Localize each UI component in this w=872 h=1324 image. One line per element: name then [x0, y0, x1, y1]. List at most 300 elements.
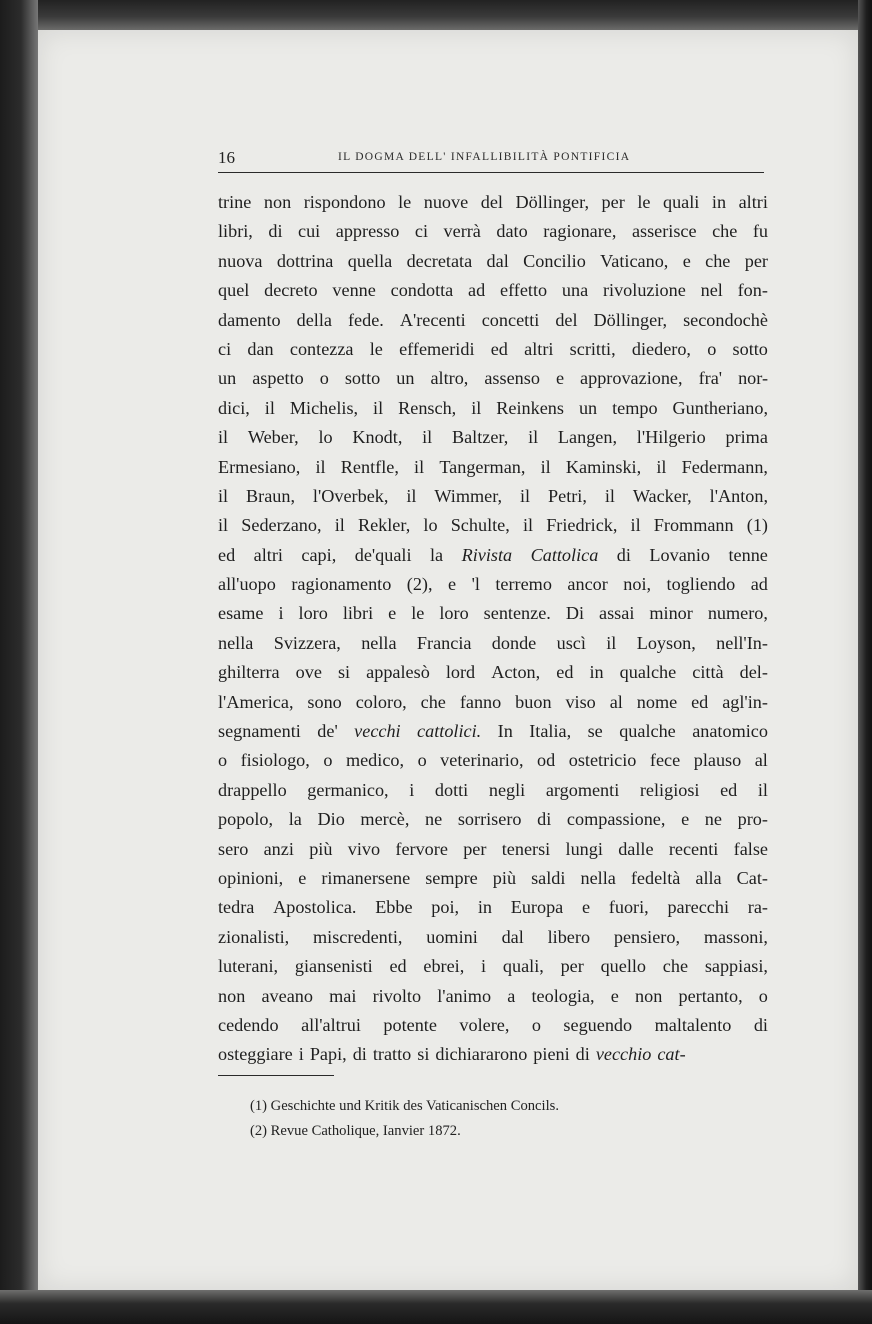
word: rivoluzione	[602, 280, 686, 301]
word: appresso	[335, 221, 400, 242]
word: libero	[547, 926, 591, 947]
word: i	[409, 779, 415, 800]
word: cedendo	[218, 1014, 279, 1035]
word: ed	[556, 662, 574, 683]
word: sotto	[344, 368, 381, 389]
text-line	[218, 864, 768, 893]
word: o	[323, 750, 333, 771]
word: il	[264, 397, 275, 418]
word: pensiero,	[613, 926, 681, 947]
word: fuori,	[608, 897, 649, 918]
word: Wacker,	[632, 485, 692, 506]
word: quali,	[502, 956, 544, 977]
word: e	[682, 250, 691, 271]
word: Europa	[510, 897, 564, 918]
word: nuova	[218, 250, 263, 271]
word: il	[315, 456, 326, 477]
text-line	[218, 276, 768, 305]
word: e	[610, 985, 619, 1006]
footnotes	[250, 1094, 559, 1144]
word: una	[561, 280, 589, 301]
word: massoni,	[703, 926, 768, 947]
word: Svizzera,	[273, 632, 341, 653]
word: nor-	[738, 368, 768, 389]
word: e	[581, 897, 591, 918]
word: lo	[318, 427, 333, 448]
word: sero	[218, 838, 249, 859]
word: di	[753, 1014, 768, 1035]
word: mercè,	[360, 809, 410, 830]
word: tenne	[728, 544, 768, 565]
word: tenersi	[501, 838, 551, 859]
word: viso	[565, 691, 596, 712]
word: Wimmer,	[434, 485, 503, 506]
word: fervore	[395, 838, 448, 859]
text-line	[218, 247, 768, 276]
word: de'quali	[354, 544, 412, 565]
word: quel	[218, 280, 250, 301]
word: fedeltà	[630, 867, 681, 888]
text-line	[218, 335, 768, 364]
word: In	[497, 721, 513, 742]
text-line	[218, 952, 768, 981]
word: secondochè	[683, 309, 768, 330]
word: nuove	[423, 192, 469, 212]
word: più	[492, 867, 517, 888]
word: miscredenti,	[313, 926, 403, 947]
word: assai	[599, 603, 635, 624]
word: pieni	[533, 1044, 570, 1065]
word: alla	[695, 867, 722, 888]
text-line	[218, 570, 768, 599]
word: il	[522, 515, 534, 536]
word: quali	[662, 192, 700, 212]
word: nome	[636, 691, 678, 712]
word: Francia	[416, 632, 472, 653]
word: il	[334, 515, 345, 536]
word: altri	[738, 192, 768, 212]
word: Braun,	[246, 485, 296, 506]
word: rivolto	[372, 985, 422, 1006]
text-line	[218, 188, 768, 217]
word: Döllinger,	[515, 192, 590, 212]
word: trine	[218, 192, 252, 212]
word: uscì	[556, 632, 586, 653]
word: nell'In-	[716, 632, 768, 653]
word: il	[604, 485, 615, 506]
footnote: (2) Revue Catholique, Ianvier 1872.	[250, 1123, 461, 1139]
word: all'altrui	[301, 1014, 361, 1035]
word: effemeridi	[399, 338, 475, 359]
text-line	[218, 717, 768, 746]
word: libri,	[218, 221, 253, 242]
word: (1)	[746, 515, 768, 536]
word: Rekler,	[357, 515, 411, 536]
word: in	[477, 897, 492, 918]
footnote-divider	[218, 1075, 334, 1076]
word: luterani,	[218, 956, 279, 977]
word: Dio	[317, 809, 345, 830]
word: Ebbe	[375, 897, 413, 918]
word: prima	[725, 427, 768, 448]
word: Friedrick,	[546, 515, 618, 536]
word: Sederzano,	[241, 515, 322, 536]
word: ci	[218, 338, 232, 359]
word: e	[555, 368, 565, 389]
word: rimanersene	[321, 867, 411, 888]
text-line	[218, 629, 768, 658]
running-title: IL DOGMA DELL' INFALLIBILITÀ PONTIFICIA	[338, 151, 631, 163]
italic-word: vecchi	[354, 721, 401, 742]
word: altri	[524, 338, 554, 359]
word: nella	[361, 632, 397, 653]
word: o	[319, 368, 329, 389]
word: ragionare,	[543, 221, 617, 242]
word: drappello	[218, 779, 287, 800]
word: esame	[218, 603, 264, 624]
word: del	[555, 309, 578, 330]
word: scritti,	[569, 338, 616, 359]
word: dan	[247, 338, 274, 359]
body-text	[218, 188, 768, 1070]
word: ad	[750, 574, 768, 595]
word: Apostolica.	[273, 897, 357, 918]
word: togliendo	[666, 574, 736, 595]
word: i	[298, 1044, 304, 1065]
word: fu	[752, 221, 768, 242]
text-line	[218, 805, 768, 834]
word: le	[411, 603, 425, 624]
word: ancor	[567, 574, 608, 595]
word: medico,	[345, 750, 405, 771]
word: altri	[253, 544, 283, 565]
word: al	[609, 691, 623, 712]
word: verrà	[443, 221, 481, 242]
word: il	[218, 427, 229, 448]
word: segnamenti	[218, 721, 301, 742]
word: dottrina	[276, 250, 334, 271]
word: ed	[720, 779, 738, 800]
text-line	[218, 893, 768, 922]
word: Loyson,	[636, 632, 696, 653]
word: più	[309, 838, 333, 859]
word: dato	[496, 221, 528, 242]
word: sorrisero	[457, 809, 522, 830]
word: fra'	[698, 368, 723, 389]
footnote: (1) Geschichte und Kritik des Vaticanischen Concils.	[250, 1098, 559, 1114]
word: che	[420, 691, 446, 712]
word: il	[519, 485, 531, 506]
word: pertanto,	[678, 985, 743, 1006]
word: che	[705, 250, 731, 271]
word: nel	[700, 280, 723, 301]
text-line	[218, 982, 768, 1011]
text-line	[218, 482, 768, 511]
word: Schulte,	[450, 515, 510, 536]
word: lungi	[565, 838, 603, 859]
word: di	[268, 221, 283, 242]
word: condotta	[390, 280, 454, 301]
scan-border-top	[0, 0, 872, 30]
text-line	[218, 688, 768, 717]
word: il	[414, 456, 425, 477]
word: il	[757, 779, 768, 800]
word: al	[754, 750, 768, 771]
text-line	[218, 541, 768, 570]
word: nella	[218, 632, 254, 653]
word: loro	[298, 603, 328, 624]
word: Weber,	[247, 427, 299, 448]
word: fede.	[348, 309, 384, 330]
word: ed	[218, 544, 236, 565]
word: quello	[600, 956, 647, 977]
italic-word: vecchio	[595, 1044, 652, 1065]
word: le	[398, 192, 412, 212]
word: ostetricio	[568, 750, 637, 771]
word: libri	[342, 603, 374, 624]
word: veterinario,	[440, 750, 524, 771]
word: sotto	[732, 338, 768, 359]
word: che	[662, 956, 689, 977]
word: qualche	[619, 662, 677, 683]
word: dotti	[434, 779, 469, 800]
word: ed	[691, 691, 709, 712]
word: Vaticano,	[600, 250, 669, 271]
word: dichiararono	[435, 1044, 528, 1065]
word: o	[417, 750, 427, 771]
word: od	[537, 750, 556, 771]
word: ne	[425, 809, 443, 830]
word: Federmann,	[681, 456, 768, 477]
word: il	[422, 427, 433, 448]
text-line	[218, 1011, 768, 1040]
word: volere,	[459, 1014, 510, 1035]
word: ove	[295, 662, 322, 683]
word: donde	[491, 632, 537, 653]
word: asserisce	[631, 221, 697, 242]
word: minor	[649, 603, 693, 624]
scan-border-left	[0, 0, 38, 1324]
word: (2),	[406, 574, 433, 595]
word: rispondono	[303, 192, 386, 212]
word: quella	[347, 250, 393, 271]
word: altro,	[430, 368, 469, 389]
word: tempo	[612, 397, 658, 418]
word: negli	[488, 779, 526, 800]
word: appalesò	[366, 662, 430, 683]
word: vivo	[347, 838, 381, 859]
word: effetto	[500, 280, 548, 301]
word: si	[417, 1044, 430, 1065]
text-line	[218, 923, 768, 952]
word: Guntheriano,	[672, 397, 768, 418]
word: il	[656, 456, 667, 477]
word: le	[369, 338, 383, 359]
word: i	[278, 603, 284, 624]
word: ed	[389, 956, 407, 977]
word: venne	[332, 280, 376, 301]
word: noi,	[623, 574, 652, 595]
word: fanno	[459, 691, 502, 712]
word: Papi,	[309, 1044, 347, 1065]
word: sono	[307, 691, 342, 712]
word: tratto	[372, 1044, 412, 1065]
word: decretata	[406, 250, 473, 271]
word: maltalento	[654, 1014, 732, 1035]
word: contezza	[289, 338, 354, 359]
word: Petri,	[548, 485, 587, 506]
word: aveano	[261, 985, 313, 1006]
word: lord	[445, 662, 476, 683]
word: capi,	[301, 544, 337, 565]
word: poi,	[431, 897, 460, 918]
word: ad	[468, 280, 486, 301]
word: recenti	[668, 838, 719, 859]
word: città	[692, 662, 724, 683]
text-line	[218, 658, 768, 687]
word: argomenti	[545, 779, 620, 800]
word: o	[758, 985, 768, 1006]
word: per	[560, 956, 584, 977]
word: damento	[218, 309, 281, 330]
text-line	[218, 1040, 768, 1069]
word: di	[616, 544, 631, 565]
word: religiosi	[639, 779, 700, 800]
word: germanico,	[307, 779, 389, 800]
word: sempre	[425, 867, 478, 888]
word: ebrei,	[423, 956, 465, 977]
word: il	[406, 485, 417, 506]
word: il	[373, 397, 384, 418]
word: Döllinger,	[593, 309, 668, 330]
word: ra-	[747, 897, 768, 918]
word: per	[744, 250, 768, 271]
word: Lovanio	[649, 544, 711, 565]
word: A'recenti	[399, 309, 466, 330]
word: dalle	[618, 838, 654, 859]
word: un	[578, 397, 598, 418]
word: loro	[439, 603, 469, 624]
text-line	[218, 511, 768, 540]
word: tedra	[218, 897, 255, 918]
word: qualche	[619, 721, 676, 742]
word: uomini	[426, 926, 478, 947]
word: dici,	[218, 397, 250, 418]
word: della	[296, 309, 332, 330]
word: fon-	[737, 280, 768, 301]
word: saldi	[531, 867, 566, 888]
word: fisiologo,	[240, 750, 310, 771]
word: Tangerman,	[439, 456, 526, 477]
word: agl'in-	[722, 691, 768, 712]
text-line	[218, 306, 768, 335]
word: di	[352, 1044, 367, 1065]
italic-word: Rivista	[461, 544, 513, 565]
word: dal	[486, 250, 509, 271]
word: coloro,	[355, 691, 407, 712]
word: ragionamento	[291, 574, 392, 595]
word: un	[396, 368, 415, 389]
text-line	[218, 423, 768, 452]
word: Italia,	[529, 721, 572, 742]
word: ed	[490, 338, 508, 359]
word: diedero,	[631, 338, 691, 359]
word: buon	[515, 691, 552, 712]
word: Baltzer,	[451, 427, 509, 448]
word: Cat-	[736, 867, 768, 888]
word: di	[575, 1044, 590, 1065]
italic-word: cattolici.	[417, 721, 482, 742]
word: i	[481, 956, 487, 977]
word: giansenisti	[294, 956, 373, 977]
word: all'uopo	[218, 574, 276, 595]
word: non	[635, 985, 663, 1006]
word: e	[448, 574, 457, 595]
page-header	[218, 146, 764, 173]
word: il	[218, 515, 229, 536]
word: concetti	[481, 309, 540, 330]
word: in	[711, 192, 727, 212]
text-line	[218, 599, 768, 628]
word: e	[681, 809, 690, 830]
word: mai	[329, 985, 357, 1006]
word: o	[707, 338, 717, 359]
word: sentenze.	[483, 603, 551, 624]
word: nella	[580, 867, 616, 888]
word: teologia,	[531, 985, 595, 1006]
text-line	[218, 453, 768, 482]
word: non	[263, 192, 292, 212]
word: false	[733, 838, 768, 859]
word: l'America,	[218, 691, 294, 712]
word: e	[388, 603, 397, 624]
word: il	[540, 456, 551, 477]
word: potente	[383, 1014, 437, 1035]
word: cui	[298, 221, 321, 242]
word: decreto	[264, 280, 318, 301]
word: Michelis,	[289, 397, 359, 418]
word: Frommann	[653, 515, 734, 536]
word: di	[537, 809, 552, 830]
word: Concilio	[523, 250, 586, 271]
scan-border-right	[858, 0, 872, 1324]
word: l'Anton,	[709, 485, 768, 506]
word: de'	[317, 721, 338, 742]
word: Di	[565, 603, 585, 624]
text-line	[218, 746, 768, 775]
word: le	[637, 192, 651, 212]
word: Rentfle,	[340, 456, 399, 477]
word: l'animo	[437, 985, 492, 1006]
word: in	[589, 662, 604, 683]
word: anatomico	[692, 721, 768, 742]
word: ne	[704, 809, 722, 830]
word: terremo	[495, 574, 552, 595]
word: pro-	[737, 809, 768, 830]
word: osteggiare	[218, 1044, 293, 1065]
word: aspetto	[252, 368, 304, 389]
word: ci	[414, 221, 429, 242]
word: 'l	[471, 574, 480, 595]
word: fece	[649, 750, 681, 771]
word: Rensch,	[398, 397, 457, 418]
italic-word: cat-	[657, 1044, 686, 1065]
word: il	[630, 515, 641, 536]
word: compassione,	[566, 809, 666, 830]
word: la	[430, 544, 444, 565]
word: Langen,	[557, 427, 618, 448]
word: del-	[739, 662, 768, 683]
